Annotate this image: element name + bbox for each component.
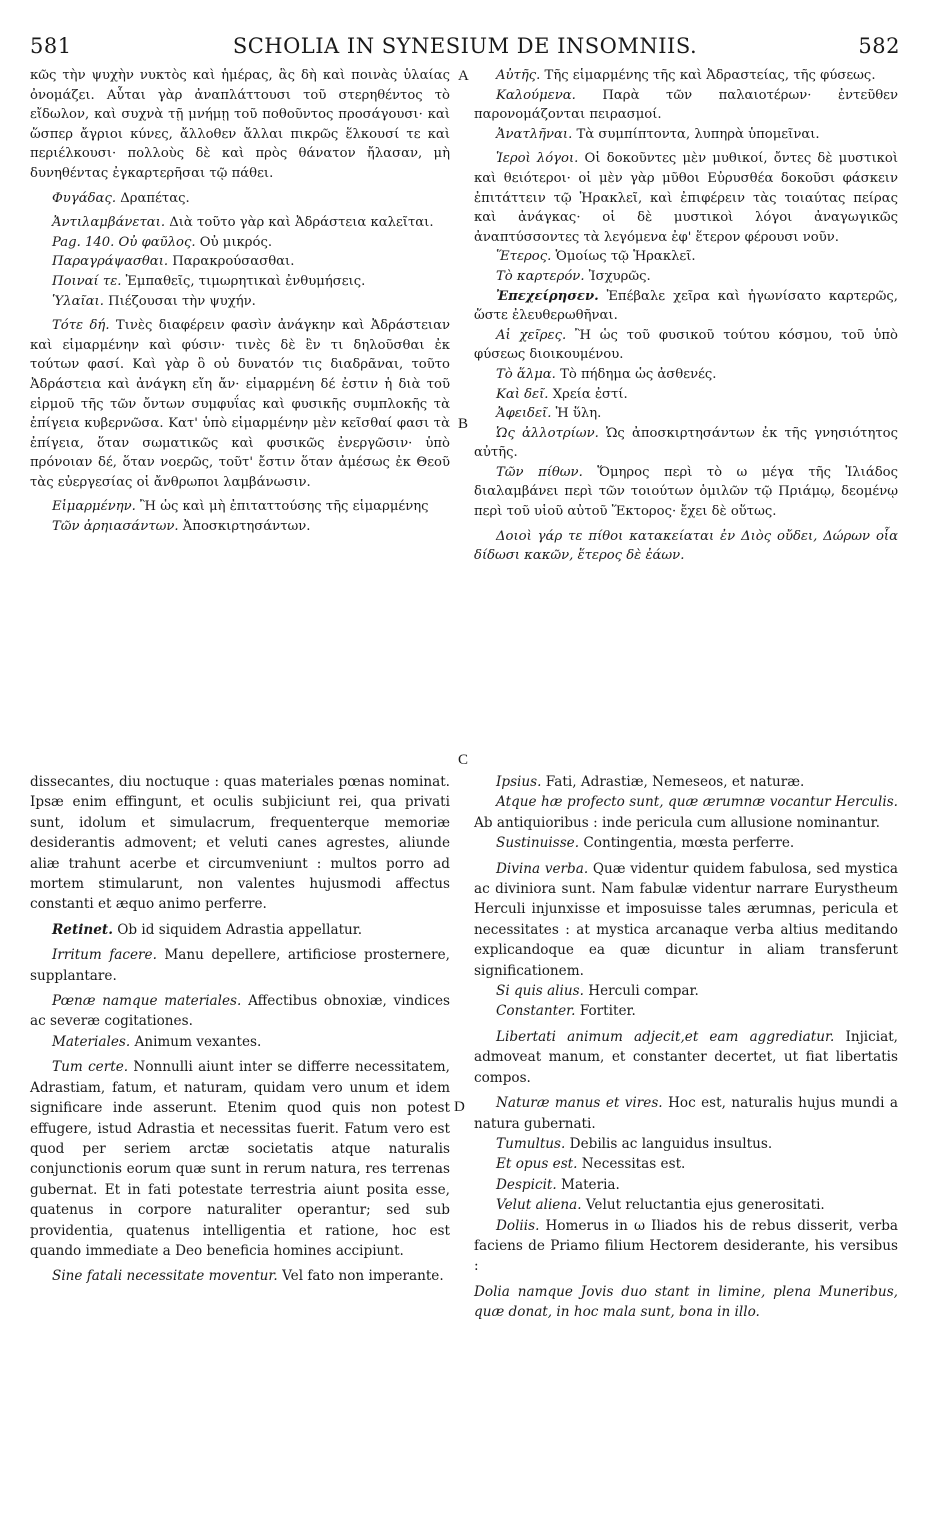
greek-column-right <box>474 66 898 566</box>
scholion-text: Ὡς ἀποσκιρτησάντων ἐκ τῆς γνησιότητος αὐτῆς. <box>474 425 898 461</box>
scholion-text: Ἢ ὡς τοῦ φυσικοῦ τούτου κόσμου, τοῦ ὑπὸ φύσεως διοικουμένου. <box>474 327 898 363</box>
scholion-text: Τινὲς διαφέρειν φασὶν ἀνάγκην καὶ Ἀδράστειαν καὶ εἱμαρμένην καὶ φύσιν· τινὲς δὲ ἓν τι δηλοῦσθαι ἐκ τούτων φασί. Καὶ γὰρ ὃ οὐ δυνατόν τις διαδρᾶναι, τοῦτο Ἀδράστεια καὶ ἀνάγκη εἴη ἄν· εἱμαρμένη δέ ἐστιν ἡ διὰ τοῦ εἱρμοῦ τῆς τῶν ὄντων συμφυΐας καὶ φυσικῆς συμπλοκῆς τὰ ἐπίγεια κυβερνῶσα. Κατ' ὑπὸ εἱμαρμένην μὲν κεῖσθαί φασι τὰ ἐπίγεια, ὅταν σωματικῶς καὶ φυσικῶς ἐνεργῶσιν· ὑπὸ πρόνοιαν δέ, ὅταν νοερῶς, τοῦτ' ἔστιν ὅταν ἀμέσως ἐκ Θεοῦ τὰς εὐεργεσίας οἱ ἄνθρωποι λαμβάνωσιν. <box>30 318 450 490</box>
scholion-entry <box>474 1093 898 1134</box>
scholion-text: Vel fato non imperante. <box>282 1268 444 1285</box>
scholion-text: Debilis ac languidus insultus. <box>569 1135 773 1152</box>
scholion-entry <box>474 66 898 86</box>
scholion-entry <box>30 292 450 312</box>
scholion-entry <box>474 1134 898 1154</box>
scholion-text: Homerus in ω Iliados his de rebus disserit, verba faciens de Priamo filium Hectorem desiderante, his versibus : <box>474 1217 898 1275</box>
scholion-lemma: Εἱμαρμένην. <box>52 499 136 515</box>
section-letter-a: A <box>458 68 469 84</box>
scholion-lemma: Velut aliena. <box>496 1197 582 1214</box>
page-number-right: 582 <box>858 34 900 58</box>
scholion-lemma: Ἀνατλῆναι. <box>496 126 573 142</box>
scholion-text: Ἢ ὡς καὶ μὴ ἐπιταττούσης τῆς εἱμαρμένης <box>140 499 429 515</box>
scholion-entry <box>30 1032 450 1052</box>
scholion-entry <box>474 247 898 267</box>
scholion-lemma: Φυγάδας. <box>52 190 117 206</box>
scholion-lemma: Ἀφειδεῖ. <box>496 406 552 422</box>
scholion-text: Contingentia, mœsta perferre. <box>583 835 795 852</box>
scholion-lemma: Tumultus. <box>496 1135 566 1152</box>
scholion-entry <box>474 463 898 522</box>
section-letter-b: B <box>458 416 469 432</box>
scholion-text: Τῆς εἱμαρμένης τῆς καὶ Ἀδραστείας, τῆς φύσεως. <box>544 68 876 83</box>
scholion-entry <box>30 1266 450 1286</box>
scholion-entry <box>474 792 898 833</box>
scholion-entry <box>30 497 450 517</box>
scholion-text: Hoc est, naturalis hujus mundi a natura gubernati. <box>474 1095 898 1132</box>
section-letter-c: C <box>458 752 469 768</box>
scholion-lemma: Ποιναί τε. <box>52 273 122 289</box>
scholion-lemma: Τῶν ἀρηιασάντων. <box>52 519 179 535</box>
scholion-entry <box>30 213 450 233</box>
scholion-lemma: Τὸ καρτερόν. <box>496 268 585 284</box>
scholion-entry <box>30 66 450 184</box>
scholion-entry <box>474 385 898 405</box>
scholion-text: Τὰ συμπίπτοντα, λυπηρὰ ὑπομεῖναι. <box>576 126 820 142</box>
scholion-entry <box>30 991 450 1032</box>
scholion-entry <box>474 1001 898 1021</box>
scholion-lemma: Καὶ δεῖ. <box>496 386 549 402</box>
scholion-entry <box>30 233 450 253</box>
scholion-lemma: Ipsius. <box>496 774 542 790</box>
scholion-text: Affectibus obnoxiæ, vindices ac severæ cogitationes. <box>30 993 450 1030</box>
scholion-text: Ἡ ὕλη. <box>555 406 602 422</box>
scholion-entry <box>30 189 450 209</box>
scholion-lemma: Irritum facere. <box>52 947 157 964</box>
scholion-entry <box>30 920 450 940</box>
latin-column-left <box>30 772 450 1287</box>
scholion-lemma: Ὡς ἀλλοτρίων. <box>496 425 599 441</box>
scholion-entry <box>474 859 898 981</box>
scholion-lemma: Naturæ manus et vires. <box>496 1095 663 1112</box>
scholion-lemma: Καλούμενα. <box>496 87 576 103</box>
scholion-entry <box>474 1216 898 1277</box>
greek-column-left <box>30 66 450 537</box>
scholion-text: Οὐ μικρός. <box>199 234 273 250</box>
scholion-text: Ἀποσκιρτησάντων. <box>182 519 311 535</box>
latin-column-right <box>474 772 898 1323</box>
scholion-lemma: Et opus est. <box>496 1156 578 1173</box>
scholion-text: Διὰ τοῦτο γὰρ καὶ Ἀδράστεια καλεῖται. <box>169 215 434 231</box>
scholion-text: Quæ videntur quidem fabulosa, sed mystica ac diviniora sunt. Nam fabulæ videntur narrare Eurystheum Herculi injunxisse et imposuisse tales ærumnas, pericula et necessitates : at mystica arcanaque verba altius meditando explicandoque ea quæ dicuntur in aliam transferunt significationem. <box>474 860 898 979</box>
scholion-text: Ἐπέβαλε χεῖρα καὶ ἠγωνίσατο καρτερῶς, ὥστε ἐλευθερωθῆναι. <box>474 288 898 324</box>
scholion-text: Fati, Adrastiæ, Nemeseos, et naturæ. <box>545 774 805 790</box>
scholion-text: Παρὰ τῶν παλαιοτέρων· ἐντεῦθεν παρονομάζονται πειρασμοί. <box>474 87 898 123</box>
scholion-lemma: Ἕτερος. <box>496 249 552 265</box>
scholion-text: Ὁμοίως τῷ Ἡρακλεῖ. <box>555 249 696 265</box>
scholion-lemma: Divina verba. <box>496 860 589 877</box>
scholion-entry <box>30 517 450 537</box>
scholion-lemma: Αὐτῆς. <box>496 68 541 83</box>
scholion-entry <box>30 316 450 492</box>
scholion-lemma: Pag. 140. Οὐ φαῦλος. <box>52 234 196 250</box>
scholion-text: Manu depellere, artificiose prosternere, supplantare. <box>30 947 450 984</box>
scholion-entry <box>30 272 450 292</box>
scholion-text: Velut reluctantia ejus generositati. <box>585 1197 825 1214</box>
scholion-lemma: Ὑλαῖαι. <box>52 293 104 309</box>
scholion-entry <box>474 287 898 326</box>
scholion-entry <box>474 404 898 424</box>
scholion-lemma: Retinet. <box>52 921 113 938</box>
scholion-lemma: Despicit. <box>496 1176 557 1193</box>
scholion-lemma: Αἱ χεῖρες. <box>496 327 567 343</box>
running-header <box>30 34 900 60</box>
scholion-lemma: Constanter. <box>496 1003 576 1020</box>
verse-text: Δοιοὶ γάρ τε πίθοι κατακείαται ἐν Διὸς οὔδει, Δώρων οἷα δίδωσι κακῶν, ἕτερος δὲ ἐάων. <box>474 528 898 564</box>
homer-verse-greek <box>474 527 898 566</box>
scholion-lemma: Materiales. <box>52 1033 131 1050</box>
scholion-entry <box>30 945 450 986</box>
scholion-text: Οἱ δοκοῦντες μὲν μυθικοί, ὄντες δὲ μυστικοὶ καὶ θειότεροι· οἱ μὲν γὰρ μῦθοι Εὐρυσθέα δοκοῦσι φάσκειν ἐπιτάττειν τῷ Ἡρακλεῖ, καὶ ἐπιφέρειν τὰς τοιαύτας πείρας καὶ ἀνάγκας· οἱ δὲ μυστικοὶ λόγοι ἀναγωγικῶς ἀναπτύσσοντες τὰ λεγόμενα ἐφ' ἕτερον φέρουσι νοῦν. <box>474 151 898 245</box>
scholion-text: Ἐμπαθεῖς, τιμωρητικαὶ ἐνθυμήσεις. <box>125 273 366 289</box>
scholion-text: κῶς τὴν ψυχὴν νυκτὸς καὶ ἡμέρας, ἃς δὴ καὶ ποινὰς ὑλαίας ὀνομάζει. Αὗται γὰρ ἀναπλάττουσι τοῦ στερηθέντος τὸ εἴδωλον, καὶ συχνὰ τῇ μνήμῃ τοῦ ποθοῦντος προσάγουσι· καὶ ὥσπερ ἄγριοι κύνες, ἄλλοθεν ἄλλαι πικρῶς ἕλκουσί τε καὶ περιέλκουσι· πολλοὺς δὲ καὶ πρὸς θάνατον ἤλασαν, μὴ δυνηθέντας ἐγκαρτερῆσαι τῷ πάθει. <box>30 68 450 181</box>
scholion-entry <box>474 326 898 365</box>
scholion-entry <box>474 772 898 792</box>
scholion-lemma: Atque hæ profecto sunt, quæ ærumnæ vocantur Herculis. <box>496 794 898 811</box>
scholion-lemma: Sustinuisse. <box>496 835 580 852</box>
scholion-text: Τὸ πήδημα ὡς ἀσθενές. <box>560 366 717 382</box>
scholion-text: Materia. <box>561 1176 620 1193</box>
scholion-entry <box>474 86 898 125</box>
scholion-text: Animum vexantes. <box>134 1033 262 1050</box>
scholion-entry <box>474 833 898 853</box>
scholion-lemma: Ἐπεχείρησεν. <box>496 288 599 304</box>
scholion-entry <box>474 365 898 385</box>
scholion-lemma: Τότε δή. <box>52 318 110 334</box>
scholion-entry <box>30 1057 450 1261</box>
scholion-lemma: Tum certe. <box>52 1059 129 1076</box>
scholion-entry <box>30 252 450 272</box>
scholion-text: Χρεία ἐστί. <box>552 386 628 402</box>
scholion-lemma: Τὸ ἅλμα. <box>496 366 556 382</box>
running-title: SCHOLIA IN SYNESIUM DE INSOMNIIS. <box>232 34 698 58</box>
scholion-entry <box>474 1195 898 1215</box>
scholion-text: Ob id siquidem Adrastia appellatur. <box>117 921 363 938</box>
scholion-lemma: Pœnæ namque materiales. <box>52 993 242 1010</box>
scholion-text: Ab antiquioribus : inde pericula cum allusione nominantur. <box>474 814 880 831</box>
scholion-text: Ὅμηρος περὶ τὸ ω μέγα τῆς Ἰλιάδος διαλαμβάνει περὶ τῶν τοιούτων ὁμιλῶν τῷ Πριάμῳ, δεομένῳ περὶ τοῦ υἱοῦ αὐτοῦ Ἕκτορος· ἔχει δὲ οὕτως. <box>474 464 898 520</box>
scholion-text: Necessitas est. <box>581 1156 686 1173</box>
scholion-entry <box>474 125 898 145</box>
homer-verse-latin <box>474 1282 898 1323</box>
scholion-entry <box>474 1154 898 1174</box>
scholion-text: Δραπέτας. <box>120 190 190 206</box>
scholion-lemma: Τῶν πίθων. <box>496 464 583 480</box>
scholion-text: Παρακρούσασθαι. <box>172 254 295 270</box>
scholion-lemma: Ἱεροὶ λόγοι. <box>496 151 579 167</box>
scholion-text: Injiciat, admoveat manum, et constanter decertet, ut fiat libertatis compos. <box>474 1028 898 1086</box>
scholion-lemma: Sine fatali necessitate moventur. <box>52 1268 278 1285</box>
scholion-entry <box>474 149 898 247</box>
scholion-lemma: Si quis alius. <box>496 983 584 1000</box>
scholion-lemma: Παραγράψασθαι. <box>52 254 169 270</box>
scholion-lemma: Doliis. <box>496 1217 540 1234</box>
scholion-text: Ἰσχυρῶς. <box>588 268 651 284</box>
scholion-entry <box>474 424 898 463</box>
scholion-entry <box>30 772 450 915</box>
scholion-text: Fortiter. <box>579 1003 636 1020</box>
scholion-entry <box>474 981 898 1001</box>
scholion-text: dissecantes, diu noctuque : quas materiales pœnas nominat. Ipsæ enim effingunt, et oculis subjiciunt rei, qua privati sunt, idolum et simulacrum, frequenterque memoriæ desiderantis admovent; et veluti canes agrestes, aliunde aliæ trahunt acerbe et circumveniunt : multos porro ad mortem stimularunt, non valentes hujusmodi affectus constanti et æquo animo perferre. <box>30 774 450 913</box>
scholion-lemma: Ἀντιλαμβάνεται. <box>52 215 166 231</box>
scholion-text: Πιέζουσαι τὴν ψυχήν. <box>108 293 256 309</box>
section-letter-d: D <box>454 1099 465 1115</box>
scholion-text: Nonnulli aiunt inter se differre necessitatem, Adrastiam, fatum, et naturam, quidam vero unum et idem significare inde asserunt. Etenim quod quis non potest effugere, istud Adrastia et necessitas fuerit. Fatum vero est quod per seriem arctæ societatis atque naturalis conjunctionis eorum quæ sunt in rerum natura, res terrenas gubernat. Et in fati potestate terrestria aiunt posita esse, quatenus in corpore naturaliter operantur; sed sub providentia, quatenus intelligentia et ratione, hoc est quando immediate a Deo beneficia homines accipiunt. <box>30 1059 450 1259</box>
scholion-entry <box>474 1175 898 1195</box>
page-number-left: 581 <box>30 34 72 58</box>
scholion-entry <box>474 1027 898 1088</box>
scholion-entry <box>474 267 898 287</box>
verse-text: Dolia namque Jovis duo stant in limine, plena Muneribus, quæ donat, in hoc mala sunt, bona in illo. <box>474 1283 898 1321</box>
scholion-text: Herculi compar. <box>588 983 699 1000</box>
scholion-lemma: Libertati animum adjecit,et eam aggrediatur. <box>496 1028 835 1045</box>
